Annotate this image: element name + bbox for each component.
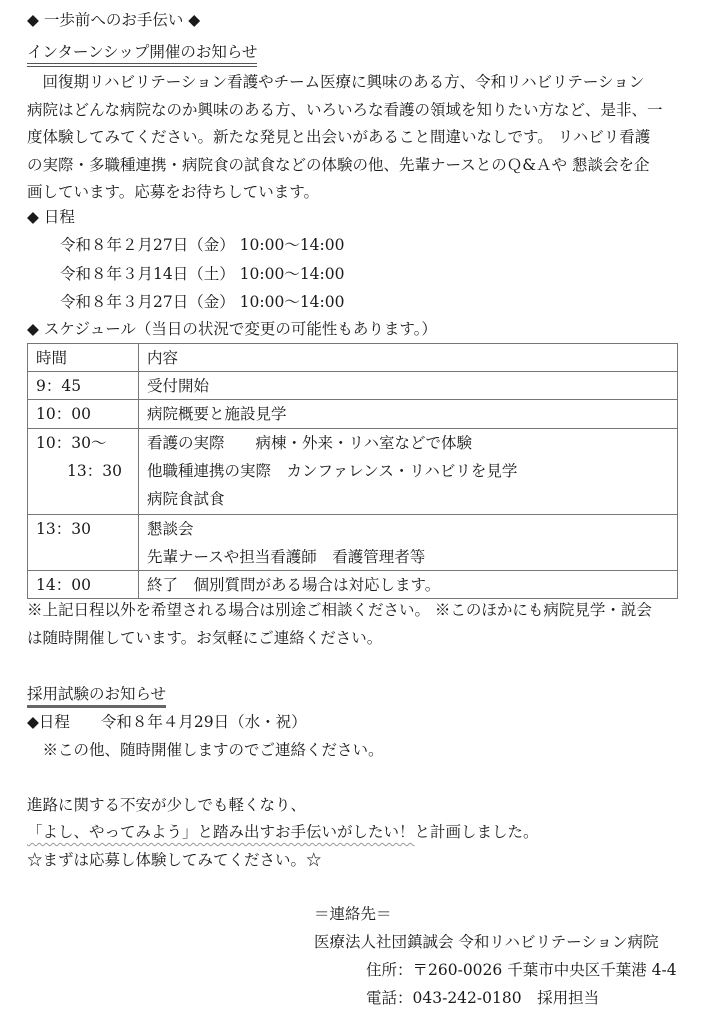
intro-line: 度体験してみてください。新たな発見と出会いがあること間違いなしです。 リハビリ看護 [27,128,651,146]
table-row [28,429,678,515]
column-header-time: 時間 [28,344,139,372]
content-cell: 受付開始 [139,372,678,400]
time-cell: 10：00 [28,400,139,429]
time-start: 10：30～ [36,434,107,452]
intro-line: 病院はどんな病院なのか興味のある方、いろいろな看護の領域を知りたい方など、是非、一 [27,100,663,119]
exam-note: ※この他、随時開催しますのでご連絡ください。 [27,741,384,759]
intro-paragraph [27,69,682,207]
date-item: 令和８年３月14日（土） 10:00～14:00 [60,265,345,283]
exam-date: ◆日程 令和８年４月29日（水・祝） [27,713,307,731]
time-cell: 14：00 [28,571,139,599]
closing-line-2-rest: と計画しました。 [414,823,539,841]
table-header-row [28,344,678,372]
internship-title-text: インターンシップ開催のお知らせ [27,42,257,67]
contact-heading: ＝連絡先＝ [314,905,392,923]
contact-address: 住所：〒260-0026 千葉市中央区千葉港 4-4 [366,961,677,979]
content-line: 病院食試食 [147,490,225,508]
dates-heading: ◆ 日程 [27,208,75,226]
time-cell: 13：30 [28,515,139,571]
intro-line: 回復期リハビリテーション看護やチーム医療に興味のある方、令和リハビリテーション [27,73,645,91]
schedule-heading: ◆ スケジュール（当日の状況で変更の可能性もあります。） [27,320,437,338]
content-cell [139,429,678,515]
exam-title-text: 採用試験のお知らせ [27,684,166,708]
closing-line-2 [27,822,539,842]
table-row [28,571,678,599]
content-line: 看護の実際 病棟・外来・リハ室などで体験 [147,434,473,452]
content-cell: 病院概要と施設見学 [139,400,678,429]
date-item: 令和８年２月27日（金） 10:00～14:00 [60,236,345,254]
internship-title [27,42,257,67]
schedule-table [27,343,678,599]
content-cell [139,515,678,571]
intro-line: 画しています。応募をお待ちしています。 [27,183,320,201]
content-line: 懇談会 [147,520,194,538]
content-line: 他職種連携の実際 カンファレンス・リハビリを見学 [147,462,518,480]
table-row [28,400,678,429]
exam-title [27,684,166,708]
time-cell [28,429,139,515]
closing-line-3: ☆まずは応募し体験してみてください。☆ [27,851,322,869]
intro-line: の実際・多職種連携・病院食の試食などの体験の他、先輩ナースとのＱ&Ａや 懇談会を企 [27,155,650,174]
column-header-content: 内容 [139,344,678,372]
schedule-note: は随時開催しています。お気軽にご連絡ください。 [27,629,383,647]
time-end: 13：30 [36,462,122,480]
contact-phone: 電話：043-242-0180 採用担当 [366,989,600,1007]
date-item: 令和８年３月27日（金） 10:00～14:00 [60,293,345,311]
closing-line-1: 進路に関する不安が少しでも軽くなり、 [27,796,307,814]
table-row [28,515,678,571]
contact-organization: 医療法人社団鎮誠会 令和リハビリテーション病院 [314,933,659,951]
closing-highlight: 「よし、やってみよう」と踏み出すお手伝いがしたい！ [27,823,415,841]
content-line: 先輩ナースや担当看護師 看護管理者等 [147,548,426,566]
time-cell: 9：45 [28,372,139,400]
schedule-note: ※上記日程以外を希望される場合は別途ご相談ください。 ※このほかにも病院見学・説会 [27,601,652,619]
tagline: ◆ 一歩前へのお手伝い ◆ [27,11,201,29]
table-row [28,372,678,400]
content-cell: 終了 個別質問がある場合は対応します。 [139,571,678,599]
